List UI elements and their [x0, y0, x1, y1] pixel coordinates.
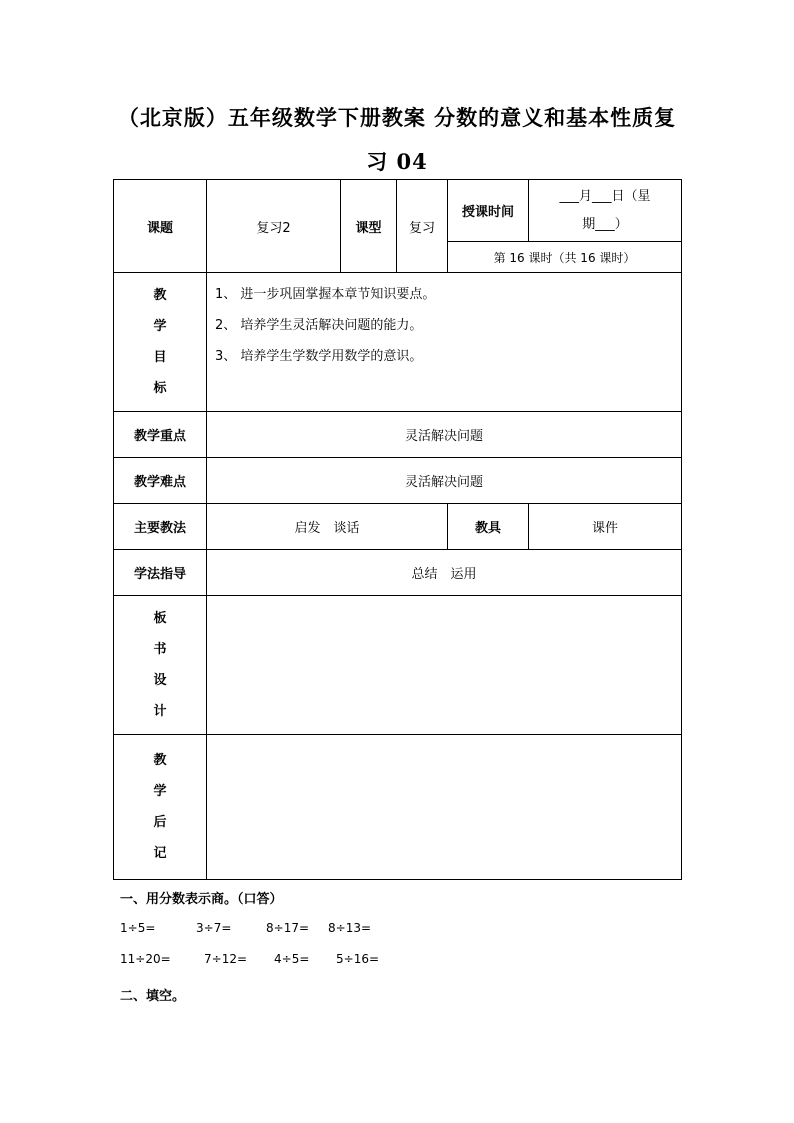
exercise-item: 5÷16=	[336, 952, 380, 966]
document-title-line1: （北京版）五年级数学下册教案 分数的意义和基本性质复	[117, 105, 677, 130]
date-line1: ___月___日（星	[559, 188, 651, 204]
reflection-label-char: 学	[153, 784, 167, 799]
objectives-list	[207, 273, 682, 412]
tools-value: 课件	[529, 504, 682, 550]
board-label-char: 计	[153, 704, 167, 719]
date-line2: 期___）	[582, 216, 628, 232]
tools-label: 教具	[448, 504, 529, 550]
objectives-label-char: 目	[153, 350, 167, 365]
objective-item: 2、 培养学生灵活解决问题的能力。	[215, 318, 423, 333]
objective-item: 3、 培养学生学数学用数学的意识。	[215, 349, 423, 364]
time-label: 授课时间	[448, 180, 529, 242]
exercise-item: 1÷5=	[120, 921, 156, 935]
board-label-char: 书	[153, 642, 167, 657]
board-design-label	[114, 596, 207, 735]
objective-item: 1、 进一步巩固掌握本章节知识要点。	[215, 287, 436, 302]
guidance-label: 学法指导	[114, 550, 207, 596]
reflection-label-char: 记	[153, 846, 167, 861]
key-point-label: 教学重点	[114, 412, 207, 458]
document-title-line2: 习 04	[366, 149, 428, 174]
objectives-label-char: 学	[153, 319, 167, 334]
date-cell	[529, 180, 682, 242]
method-value: 启发 谈话	[207, 504, 448, 550]
reflection-label-char: 后	[153, 815, 167, 830]
guidance-value: 总结 运用	[207, 550, 682, 596]
board-label-char: 设	[153, 673, 167, 688]
lesson-label: 课题	[114, 180, 207, 273]
type-label: 课型	[341, 180, 397, 273]
difficulty-value: 灵活解决问题	[207, 458, 682, 504]
key-point-value: 灵活解决问题	[207, 412, 682, 458]
board-label-char: 板	[153, 611, 167, 626]
objectives-label-char: 教	[153, 288, 167, 303]
exercise-item: 8÷13=	[328, 921, 372, 935]
period-cell: 第 16 课时（共 16 课时）	[448, 242, 682, 273]
exercise-item: 3÷7=	[196, 921, 232, 935]
lesson-plan-table	[113, 179, 682, 880]
lesson-value: 复习2	[207, 180, 341, 273]
exercise-item: 7÷12=	[204, 952, 248, 966]
exercise-item: 11÷20=	[120, 952, 171, 966]
type-value: 复习	[397, 180, 448, 273]
exercise-item: 8÷17=	[266, 921, 310, 935]
reflection-label	[114, 735, 207, 880]
board-design-area	[207, 596, 682, 735]
difficulty-label: 教学难点	[114, 458, 207, 504]
method-label: 主要教法	[114, 504, 207, 550]
section-heading-2: 二、填空。	[120, 989, 186, 1004]
reflection-area	[207, 735, 682, 880]
objectives-label	[114, 273, 207, 412]
exercise-item: 4÷5=	[274, 952, 310, 966]
objectives-label-char: 标	[153, 381, 167, 396]
reflection-label-char: 教	[153, 753, 167, 768]
section-heading-1: 一、用分数表示商。（口答）	[120, 892, 283, 907]
